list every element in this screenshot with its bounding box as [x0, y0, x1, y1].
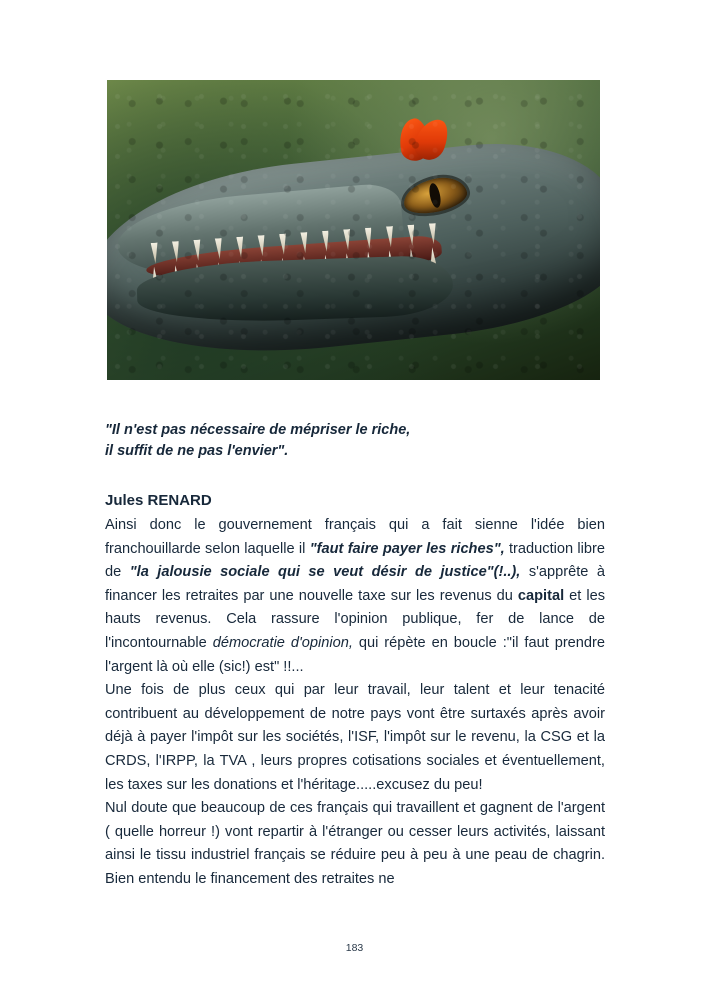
pull-quote	[105, 420, 605, 462]
crocodile-butterfly-photo	[107, 80, 600, 380]
paragraph-1	[105, 514, 605, 679]
p1-segment-b: "faut faire payer les riches",	[309, 540, 505, 557]
p1-segment-f: capital	[517, 587, 565, 604]
p1-segment-i: qui répète en boucle :"il faut prendre l'argent là où elle (sic!) est" !!...	[105, 634, 606, 675]
photo-background	[107, 80, 600, 380]
paragraph-2: Une fois de plus ceux qui par leur travail, leur talent et leur tenacité contribuent au développement de notre pays vont être surtaxés après avoir déjà à payer l'impôt sur les sociétés, l'ISF, l'impôt sur le revenu, la CSG et la CRDS, l'IRPP, la TVA , leurs propres cotisations sociales et éventuellement, les taxes sur les donations et l'héritage.....excusez du peu!	[105, 682, 605, 793]
p1-segment-a: Ainsi donc le gouvernement français qui a fait sienne l'idée bien franchouillarde selon laquelle il	[105, 517, 605, 557]
paragraph-3: Nul doute que beaucoup de ces français qui travaillent et gagnent de l'argent ( quelle horreur !) vont repartir à l'étranger ou cesser leurs activités, laissant ainsi le tissu industriel français se réduire peu à peu à une peau de chagrin. Bien entendu le financement des retraites ne	[105, 800, 605, 887]
p1-segment-h: démocratie d'opinion,	[212, 634, 353, 651]
p1-segment-d: "la jalousie sociale qui se veut désir de justice"(!..),	[129, 564, 521, 581]
p1-segment-g: et les hauts revenus. Cela rassure l'opinion publique, fer de lance de l'incontournable	[105, 587, 605, 651]
quote-line-2: il suffit de ne pas l'envier".	[105, 443, 289, 459]
scale-texture-overlay	[107, 80, 600, 380]
p1-segment-e: s'apprête à financer les retraites par une nouvelle taxe sur les revenus du	[105, 564, 605, 604]
page-number: 183	[345, 942, 364, 954]
body-text	[105, 514, 605, 892]
p1-segment-c: traduction libre de	[105, 540, 605, 581]
quote-line-1: "Il n'est pas nécessaire de mépriser le riche,	[105, 422, 411, 438]
quote-author: Jules RENARD	[105, 492, 212, 509]
